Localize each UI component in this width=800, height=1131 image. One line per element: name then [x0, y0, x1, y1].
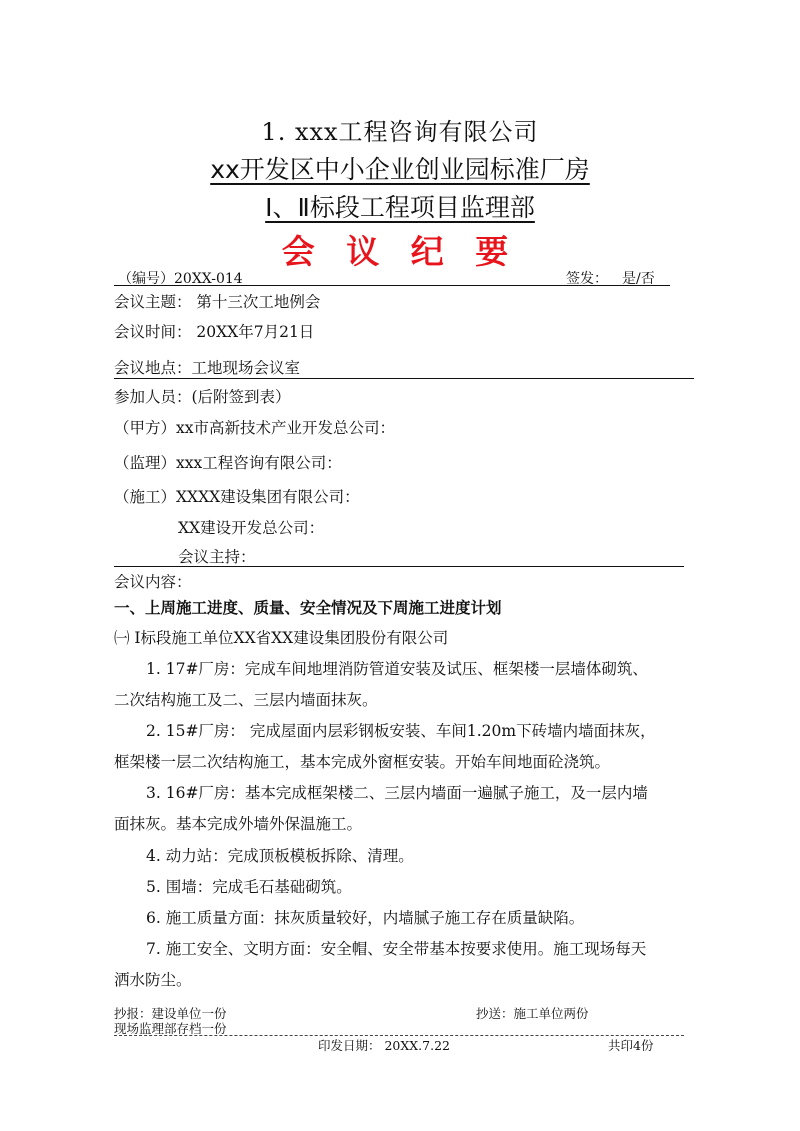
list-item-line: 洒水防尘。: [114, 971, 192, 989]
list-item-line: 3. 16#厂房：基本完成框架楼二、三层内墙面一遍腻子施工，及一层内墙: [146, 784, 648, 802]
list-item-line: 5. 围墙：完成毛石基础砌筑。: [146, 878, 352, 896]
list-item-line: 7. 施工安全、文明方面：安全帽、安全带基本按要求使用。施工现场每天: [146, 940, 647, 958]
print-copies: 共印4份: [608, 1038, 654, 1053]
divider-info: [114, 378, 694, 379]
project-name: xx开发区中小企业创业园标准厂房: [210, 155, 590, 184]
archive-copy: 现场监理部存档一份: [114, 1021, 227, 1036]
list-item-line: 框架楼一层二次结构施工，基本完成外窗框安装。开始车间地面砼浇筑。: [114, 753, 611, 771]
document-title: 会 议 纪 要: [281, 232, 519, 271]
sign-value: 是/否: [622, 271, 655, 287]
content-sub-1: ㈠ Ⅰ标段施工单位XX省XX建设集团股份有限公司: [114, 629, 449, 647]
attendee-supervisor: （监理）xxx工程咨询有限公司：: [114, 454, 342, 472]
list-item-line: 4. 动力站：完成顶板模板拆除、清理。: [146, 847, 414, 865]
list-item-line: 1. 17#厂房：完成车间地埋消防管道安装及试压、框架楼一层墙体砌筑、: [146, 660, 648, 678]
divider-attendees: [114, 566, 684, 567]
cc-send: 抄送：施工单位两份: [476, 1006, 589, 1021]
meta-underline: [114, 285, 670, 286]
sign-label: 签发：: [566, 271, 608, 287]
list-item-line: 2. 15#厂房： 完成屋面内层彩钢板安装、车间1.20m下砖墙内墙面抹灰，: [146, 722, 656, 740]
company-name: 1. xxx工程咨询有限公司: [261, 118, 539, 146]
attendee-contractor-1: （施工）XXXX建设集团有限公司：: [114, 488, 360, 506]
list-item-line: 二次结构施工及二、三层内墙面抹灰。: [114, 691, 378, 709]
meeting-time: 会议时间： 20XX年7月21日: [114, 323, 315, 341]
cc-report: 抄报：建设单位一份: [114, 1006, 227, 1021]
meeting-topic: 会议主题： 第十三次工地例会: [114, 293, 321, 311]
print-date: 印发日期： 20XX.7.22: [318, 1038, 450, 1053]
content-label: 会议内容：: [114, 573, 192, 591]
attendee-contractor-2: XX建设开发总公司：: [178, 519, 325, 537]
content-heading-1: 一、上周施工进度、质量、安全情况及下周施工进度计划: [114, 599, 502, 617]
meeting-host: 会议主持：: [178, 548, 256, 566]
list-item-line: 面抹灰。基本完成外墙外保温施工。: [114, 815, 363, 833]
meeting-place: 会议地点：工地现场会议室: [114, 359, 301, 377]
document-number: （编号）20XX-014: [118, 271, 243, 287]
section-name: Ⅰ、Ⅱ标段工程项目监理部: [265, 193, 535, 222]
list-item-line: 6. 施工质量方面：抹灰质量较好，内墙腻子施工存在质量缺陷。: [146, 909, 585, 927]
attendee-party-a: （甲方）xx市高新技术产业开发总公司：: [114, 419, 395, 437]
attendees-heading: 参加人员：(后附签到表）: [114, 388, 291, 406]
